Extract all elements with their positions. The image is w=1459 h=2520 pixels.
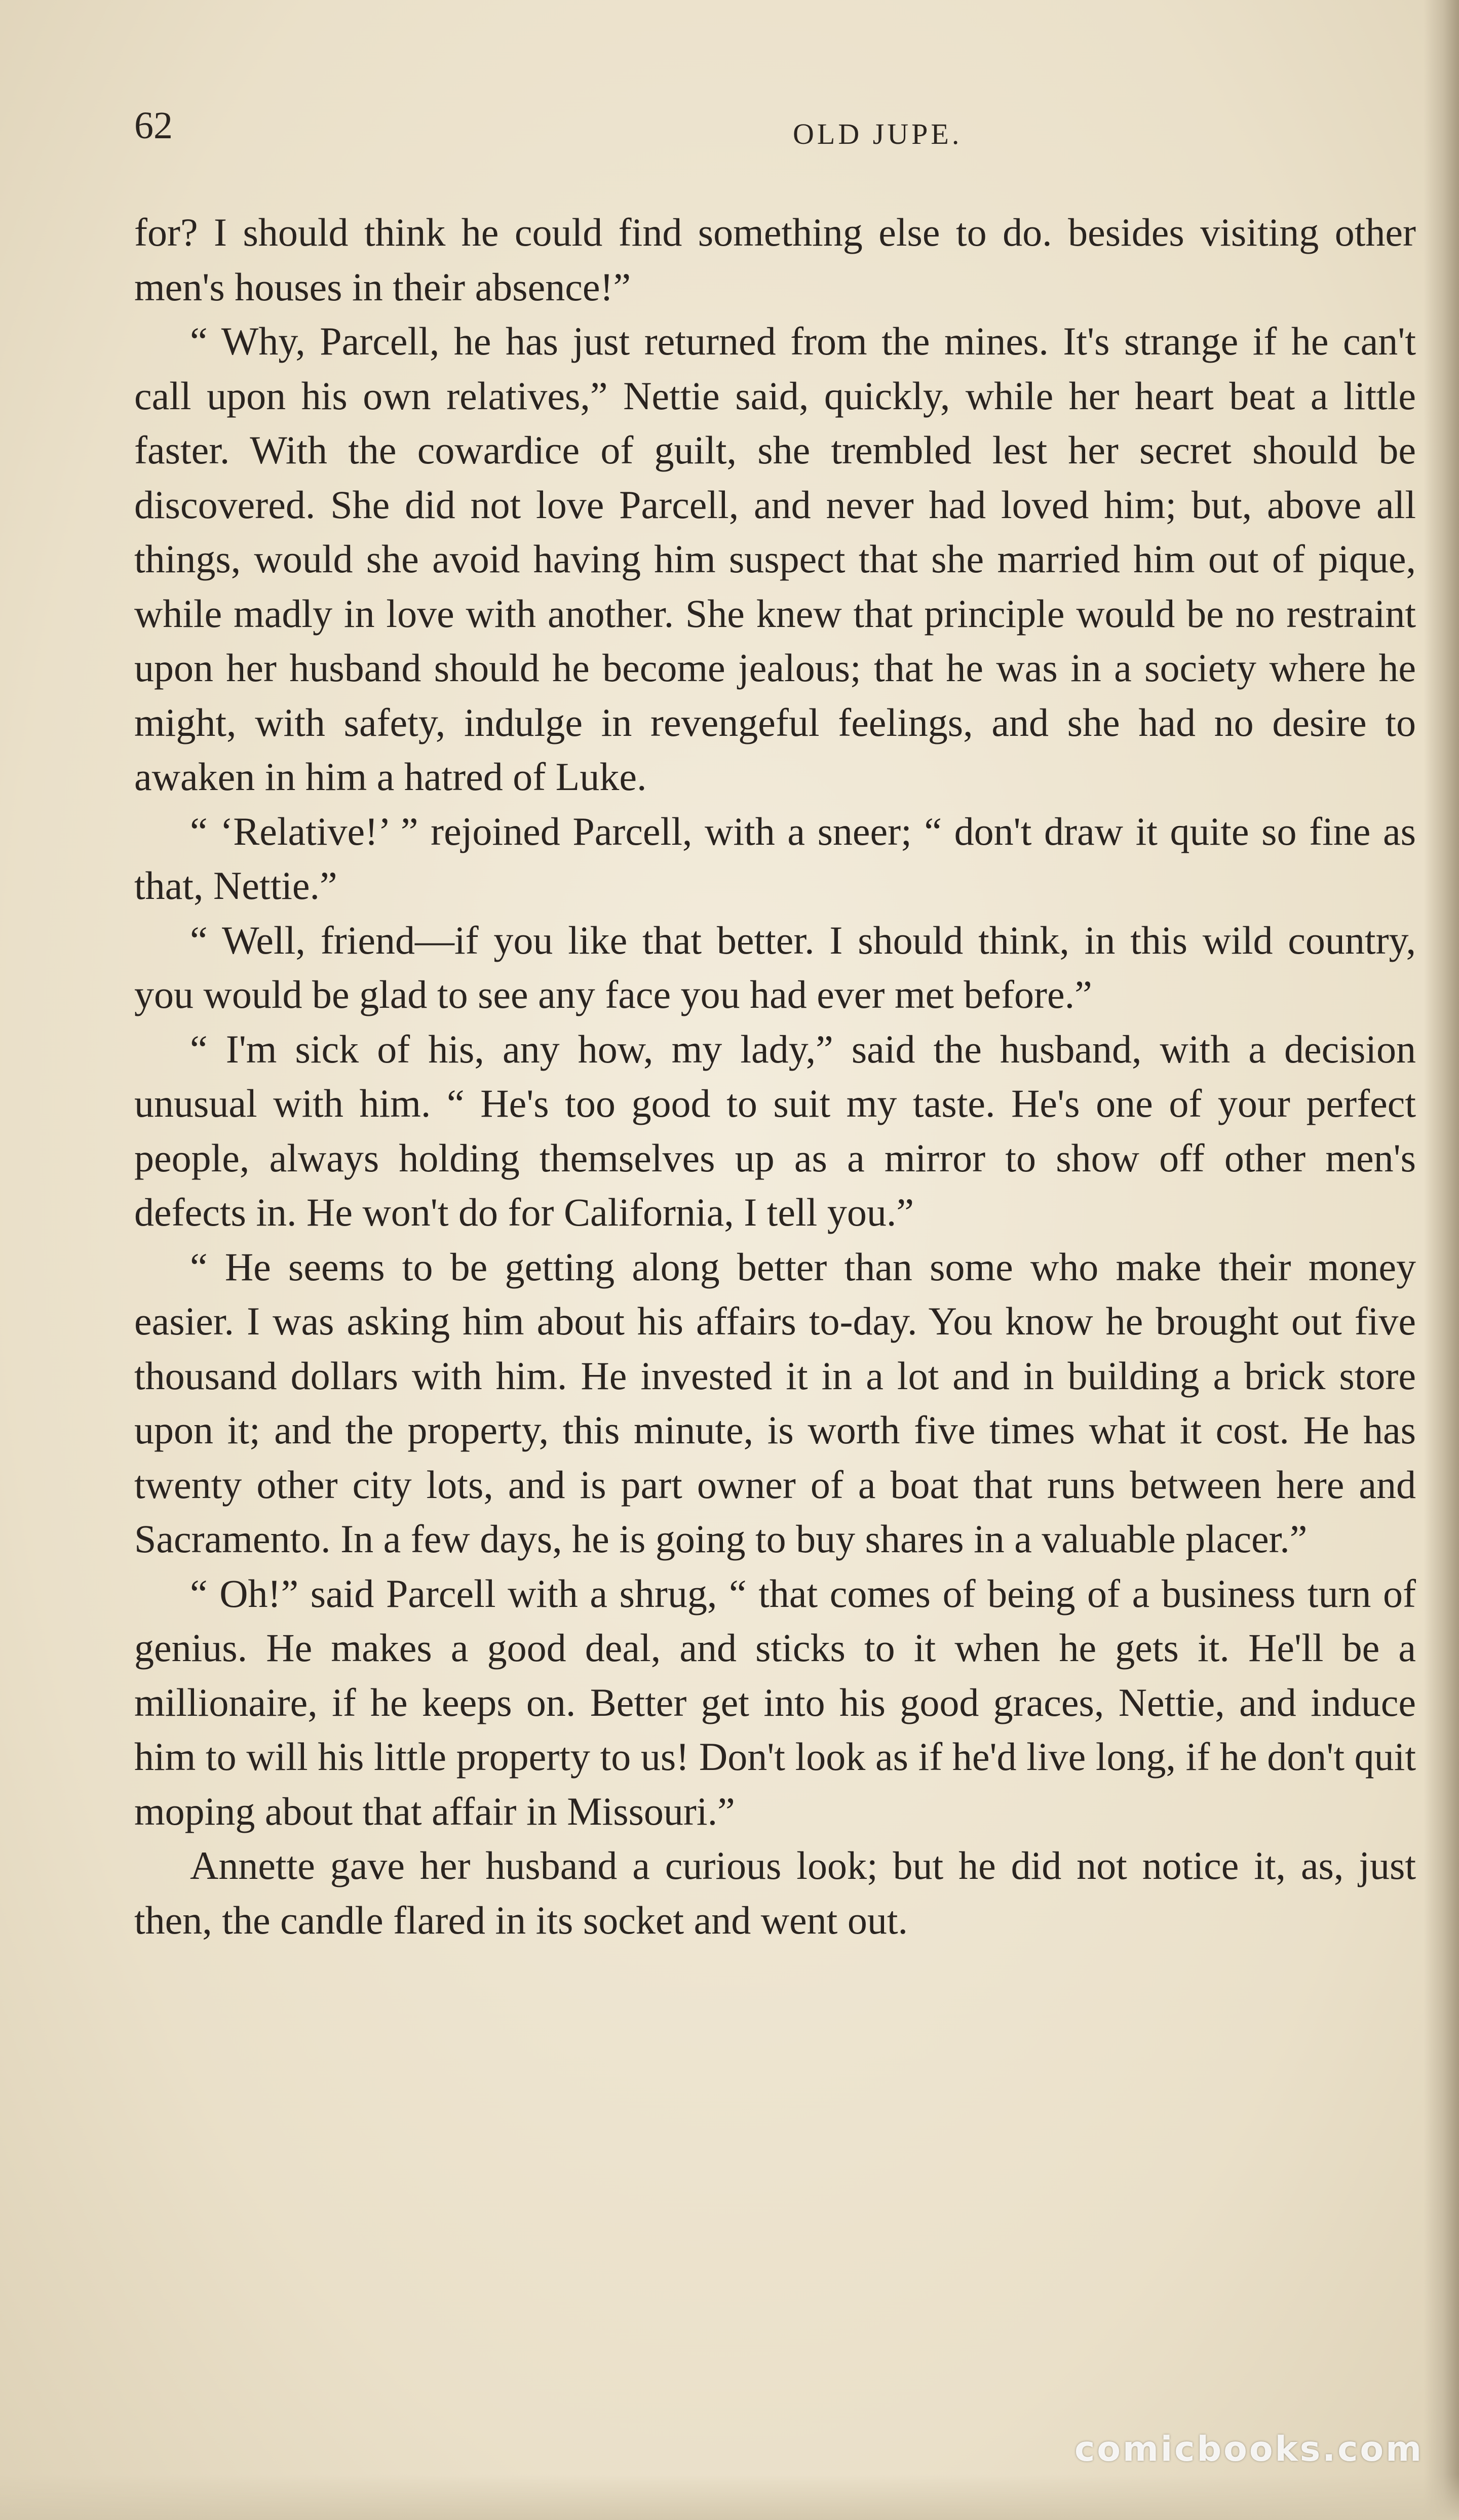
paragraph: “ I'm sick of his, any how, my lady,” said the husband, with a decision unusual with him. “ He's too good to suit my taste. He's one of your perfect people, always holding themselves up as a mirror to show off other men's defects in. He won't do for California, I tell you.”	[134, 1027, 1416, 1234]
paragraph: “ ‘Relative!’ ” rejoined Parcell, with a sneer; “ don't draw it quite so fine as that, Nettie.”	[134, 809, 1416, 908]
running-head: OLD JUPE.	[793, 117, 963, 150]
paragraph: “ He seems to be getting along better than some who make their money easier. I was asking him about his affairs to-day. You know he brought out five thousand dollars with him. He invested it in a lot and in building a brick store upon it; and the property, this minute, is worth five times what it cost. He has twenty other city lots, and is part owner of a boat that runs between here and Sacramento. In a few days, he is going to buy shares in a valuable placer.”	[134, 1244, 1416, 1561]
page-bottom-shadow	[0, 2474, 1459, 2520]
paragraph: for? I should think he could find something else to do. besides visiting other men's houses in their absence!”	[134, 210, 1416, 309]
paragraph: “ Well, friend—if you like that better. I should think, in this wild country, you would be glad to see any face you had ever met before.”	[134, 918, 1416, 1016]
body-text	[134, 205, 1416, 1947]
paragraph: Annette gave her husband a curious look; but he did not notice it, as, just then, the candle flared in its socket and went out.	[134, 1843, 1416, 1942]
paragraph: “ Oh!” said Parcell with a shrug, “ that comes of being of a business turn of genius. He makes a good deal, and sticks to it when he gets it. He'll be a millionaire, if he keeps on. Better get into his good graces, Nettie, and induce him to will his little property to us! Don't look as if he'd live long, if he don't quit moping about that affair in Missouri.”	[134, 1571, 1416, 1833]
paragraph: “ Why, Parcell, he has just returned from the mines. It's strange if he can't call upon his own relatives,” Nettie said, quickly, while her heart beat a little faster. With the cowardice of guilt, she trembled lest her secret should be discovered. She did not love Parcell, and never had loved him; but, above all things, would she avoid having him suspect that she married him out of pique, while madly in love with another. She knew that principle would be no restraint upon her husband should he become jealous; that he was in a society where he might, with safety, indulge in revengeful feelings, and she had no desire to awaken in him a hatred of Luke.	[134, 319, 1416, 799]
page-number: 62	[134, 104, 173, 147]
page-header	[134, 99, 1416, 154]
page-edge-shadow	[1424, 0, 1459, 2520]
watermark: comicbooks.com	[1074, 2429, 1424, 2469]
